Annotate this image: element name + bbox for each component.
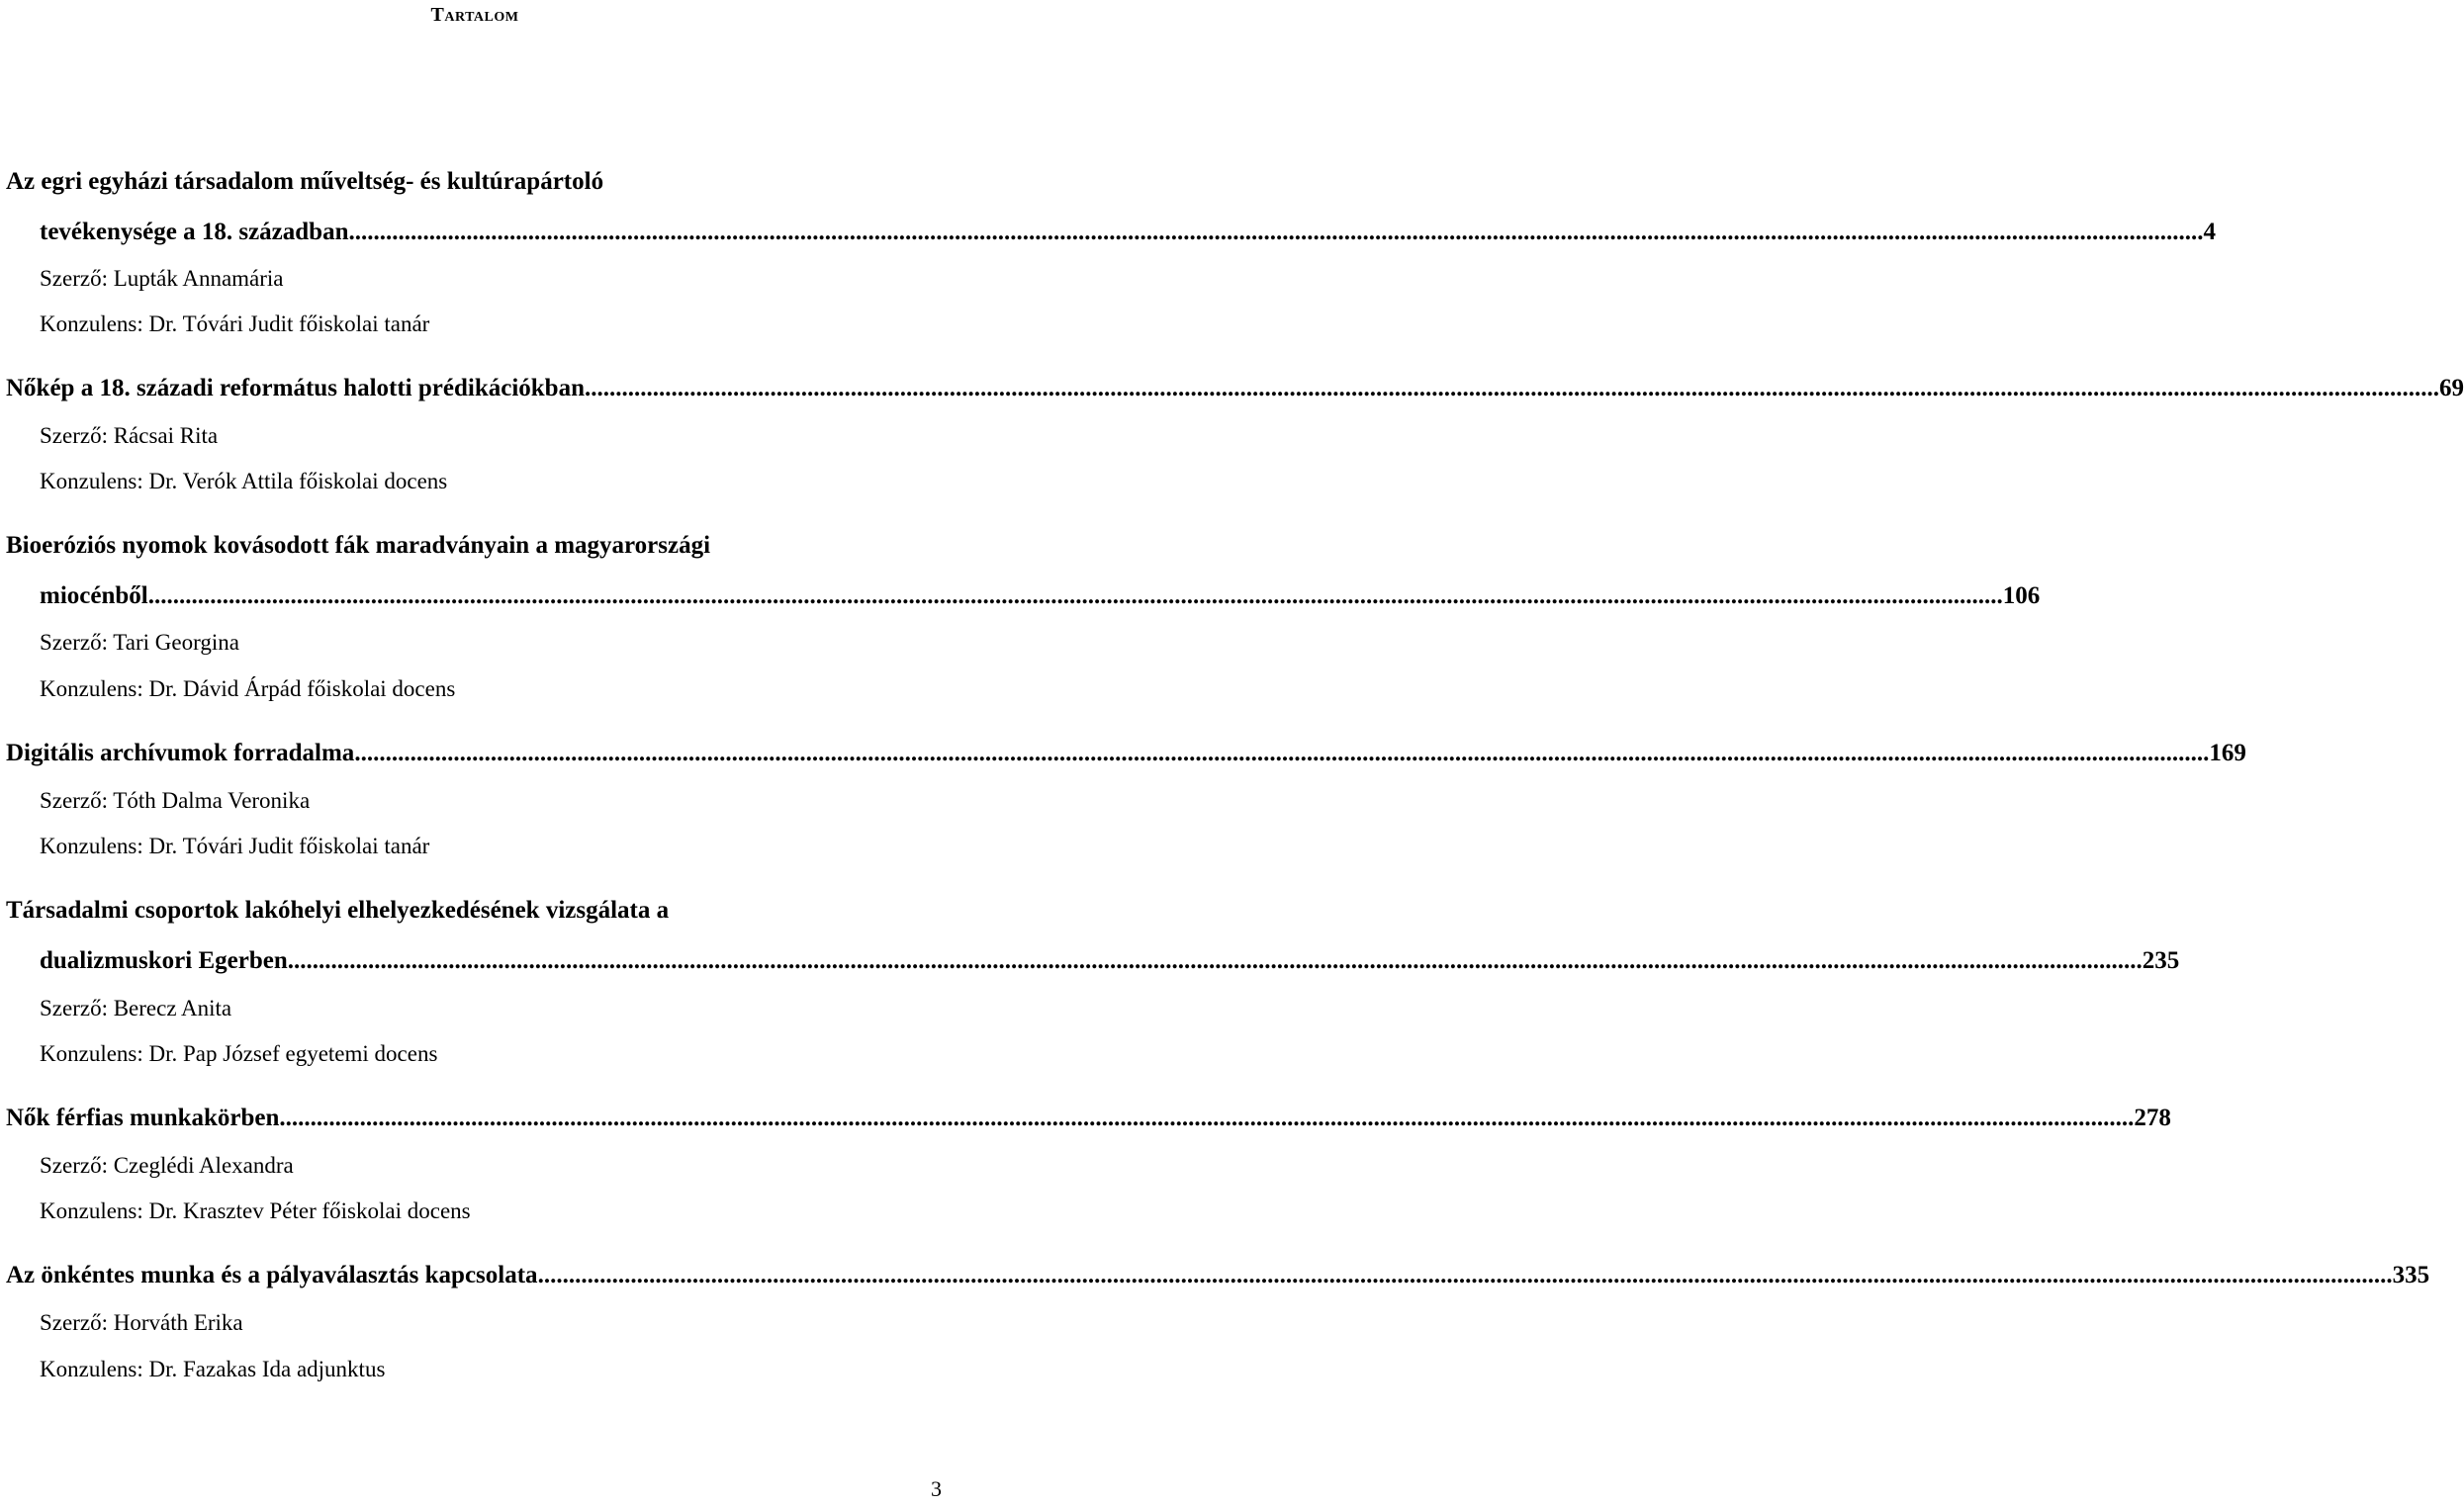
entry-author: Szerző: Czeglédi Alexandra (40, 1153, 294, 1178)
entry-title-line: Bioeróziós nyomok kovásodott fák maradványain a magyarországi (6, 532, 711, 559)
page-title (0, 0, 950, 28)
page-title-text: Tartalom (430, 4, 519, 26)
entry-page-number: 106 (2002, 582, 2041, 609)
entry-page-number: 278 (2134, 1105, 2171, 1131)
entry-author: Szerző: Berecz Anita (40, 996, 232, 1020)
entry-consultant: Konzulens: Dr. Dávid Árpád főiskolai docens (40, 676, 456, 701)
entry-title-line: dualizmuskori Egerben ............................................................................................................................................................................................................................................................................................................ 235 (40, 945, 946, 977)
entry-author: Szerző: Lupták Annamária (40, 266, 284, 291)
entry-author: Szerző: Tóth Dalma Veronika (40, 788, 311, 813)
entry-author: Szerző: Tari Georgina (40, 630, 239, 655)
entry-title-line: Digitális archívumok forradalma ............................................................................................................................................................................................................................................................................................................ 169 (6, 738, 946, 769)
entry-title-line: tevékenysége a 18. században ............................................................................................................................................................................................................................................................................................................ 4 (40, 217, 946, 248)
entry-title-line: Nőkép a 18. századi református halotti prédikációkban ............................................................................................................................................................................................................................................................................................................ 69 (6, 373, 946, 404)
entry-consultant: Konzulens: Dr. Pap József egyetemi docens (40, 1041, 438, 1066)
entry-title-line: Az egri egyházi társadalom műveltség- és kultúrapártoló (6, 168, 604, 195)
entry-title-line: Társadalmi csoportok lakóhelyi elhelyezkedésének vizsgálata a (6, 897, 670, 924)
entry-consultant: Konzulens: Dr. Fazakas Ida adjunktus (40, 1357, 386, 1381)
leader-dots: ............................................................................................................................................................................................................................................................................................................ (348, 219, 2204, 245)
entry-author: Szerző: Horváth Erika (40, 1310, 243, 1335)
leader-dots: ............................................................................................................................................................................................................................................................................................................ (279, 1105, 2135, 1131)
entry-page-number: 335 (2392, 1262, 2430, 1288)
page-number: 3 (931, 1476, 942, 1501)
leader-dots: ............................................................................................................................................................................................................................................................................................................ (584, 375, 2439, 401)
leader-dots: ............................................................................................................................................................................................................................................................................................................ (147, 582, 2003, 609)
entry-author: Szerző: Rácsai Rita (40, 423, 219, 448)
entry-consultant: Konzulens: Dr. Krasztev Péter főiskolai docens (40, 1198, 471, 1223)
entry-page-number: 4 (2203, 219, 2216, 245)
leader-dots: ............................................................................................................................................................................................................................................................................................................ (537, 1262, 2393, 1288)
leader-dots: ............................................................................................................................................................................................................................................................................................................ (287, 947, 2143, 974)
entry-consultant: Konzulens: Dr. Tóvári Judit főiskolai tanár (40, 834, 430, 858)
entry-page-number: 69 (2438, 375, 2464, 401)
entry-consultant: Konzulens: Dr. Tóvári Judit főiskolai tanár (40, 311, 430, 336)
entry-page-number: 235 (2142, 947, 2180, 974)
leader-dots: ............................................................................................................................................................................................................................................................................................................ (354, 740, 2210, 766)
entry-consultant: Konzulens: Dr. Verók Attila főiskolai docens (40, 469, 448, 493)
entry-title-line: Nők férfias munkakörben ............................................................................................................................................................................................................................................................................................................ 278 (6, 1103, 946, 1134)
entry-title-line: Az önkéntes munka és a pályaválasztás kapcsolata ............................................................................................................................................................................................................................................................................................................ 335 (6, 1260, 946, 1291)
entry-page-number: 169 (2209, 740, 2246, 766)
entry-title-line: miocénből ............................................................................................................................................................................................................................................................................................................ 106 (40, 580, 946, 612)
